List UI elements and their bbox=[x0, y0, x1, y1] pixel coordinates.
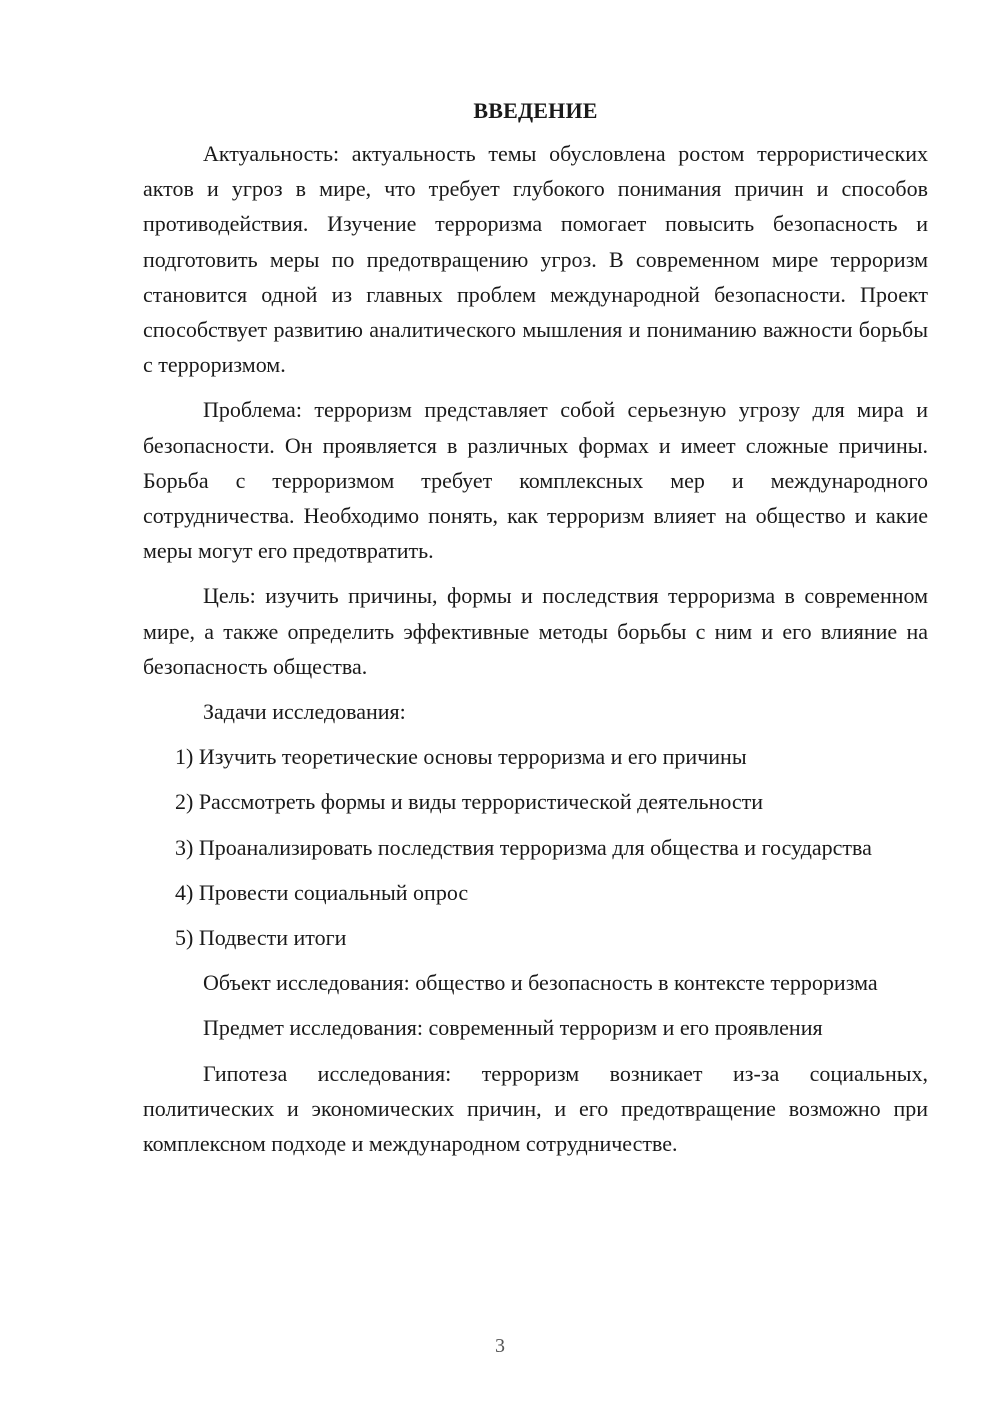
page-title: ВВЕДЕНИЕ bbox=[473, 98, 598, 123]
task-item-2: 2) Рассмотреть формы и виды террористической деятельности bbox=[175, 789, 764, 815]
task-item-3: 3) Проанализировать последствия терроризма для общества и государства bbox=[175, 834, 872, 860]
problem-paragraph: Проблема: терроризм представляет собой серьезную угрозу для мира и безопасности. Он проявляется в различных формах и имеет сложные причины. Борьба с терроризмом требует комплексных мер и международного сотрудничества. Необходимо понять, как терроризм влияет на общество и какие меры могут его предотвратить. bbox=[143, 397, 928, 564]
tasks-title: Задачи исследования: bbox=[203, 699, 406, 725]
object-paragraph: Объект исследования: общество и безопасность в контексте терроризма bbox=[203, 970, 878, 996]
hypothesis-paragraph: Гипотеза исследования: терроризм возникает из-за социальных, политических и экономических причин, и его предотвращение возможно при комплексном подходе и международном сотрудничестве. bbox=[143, 1060, 928, 1157]
task-item-5: 5) Подвести итоги bbox=[175, 925, 347, 951]
task-item-1: 1) Изучить теоретические основы терроризма и его причины bbox=[175, 744, 747, 770]
page-number: 3 bbox=[495, 1335, 505, 1357]
document-page bbox=[143, 96, 928, 1171]
relevance-paragraph: Актуальность: актуальность темы обусловлена ростом террористических актов и угроз в мире, что требует глубокого понимания причин и способов противодействия. Изучение терроризма помогает повысить безопасность и подготовить меры по предотвращению угроз. В современном мире терроризм становится одной из главных проблем международной безопасности. Проект способствует развитию аналитического мышления и пониманию важности борьбы с терроризмом. bbox=[143, 141, 928, 378]
goal-paragraph: Цель: изучить причины, формы и последствия терроризма в современном мире, а также определить эффективные методы борьбы с ним и его влияние на безопасность общества. bbox=[143, 583, 928, 679]
subject-paragraph: Предмет исследования: современный терроризм и его проявления bbox=[203, 1015, 823, 1041]
task-item-4: 4) Провести социальный опрос bbox=[175, 879, 469, 905]
